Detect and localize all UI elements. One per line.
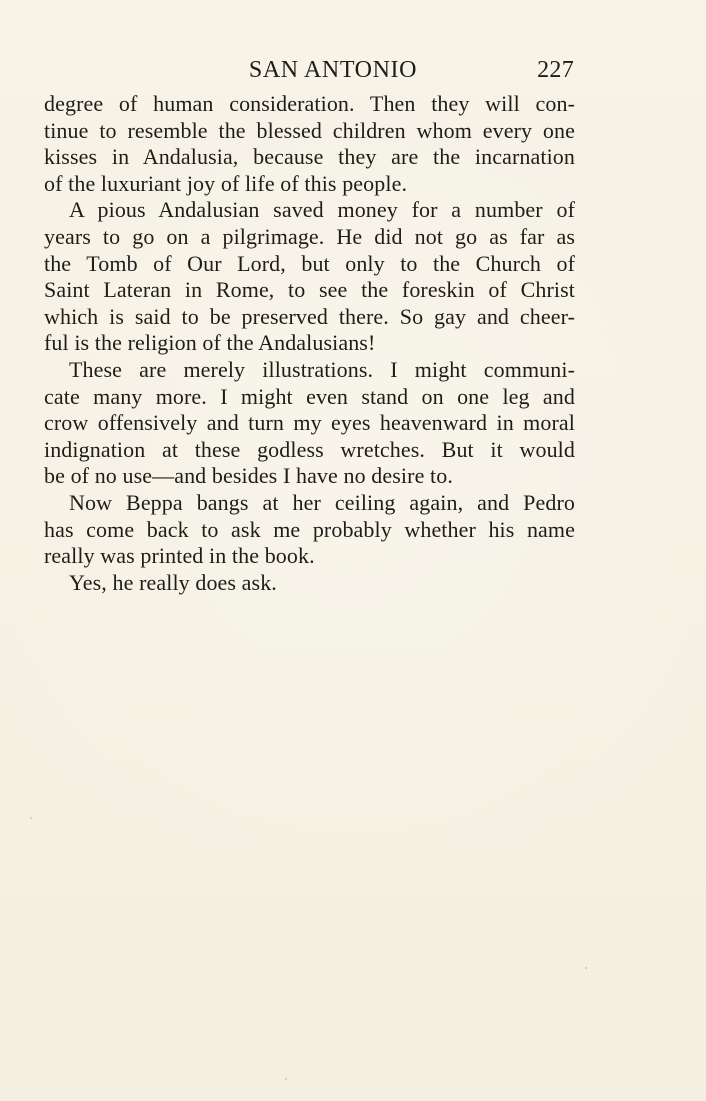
paper-speck [285, 1078, 287, 1080]
paper-speck [30, 817, 32, 819]
paper-speck [585, 967, 587, 969]
text-line: crow offensively and turn my eyes heavenward in moral [44, 410, 575, 436]
text-line: cate many more. I might even stand on one leg and [44, 383, 575, 409]
text-line: Now Beppa bangs at her ceiling again, and Pedro [69, 489, 575, 515]
text-line: These are merely illustrations. I might communi- [69, 356, 575, 382]
page-number: 227 [537, 57, 574, 83]
text-line: ful is the religion of the Andalusians! [44, 330, 376, 356]
text-line: which is said to be preserved there. So gay and cheer- [44, 303, 575, 329]
text-line: Saint Lateran in Rome, to see the foreskin of Christ [44, 277, 575, 303]
text-line: the Tomb of Our Lord, but only to the Church of [44, 250, 575, 276]
text-line: has come back to ask me probably whether his name [44, 516, 575, 542]
text-line: years to go on a pilgrimage. He did not go as far as [44, 223, 575, 249]
text-line: be of no use—and besides I have no desire to. [44, 463, 453, 489]
text-line: Yes, he really does ask. [69, 569, 277, 595]
running-title: SAN ANTONIO [248, 57, 418, 83]
text-line: really was printed in the book. [44, 543, 315, 569]
text-line: of the luxuriant joy of life of this people. [44, 170, 408, 196]
running-header [44, 56, 574, 86]
text-line: A pious Andalusian saved money for a number of [69, 197, 575, 223]
text-line: indignation at these godless wretches. But it would [44, 436, 575, 462]
text-line: kisses in Andalusia, because they are the incarnation [44, 144, 575, 170]
text-line: degree of human consideration. Then they will con- [44, 91, 575, 116]
text-line: tinue to resemble the blessed children whom every one [44, 117, 575, 143]
page-body-text [44, 91, 575, 596]
